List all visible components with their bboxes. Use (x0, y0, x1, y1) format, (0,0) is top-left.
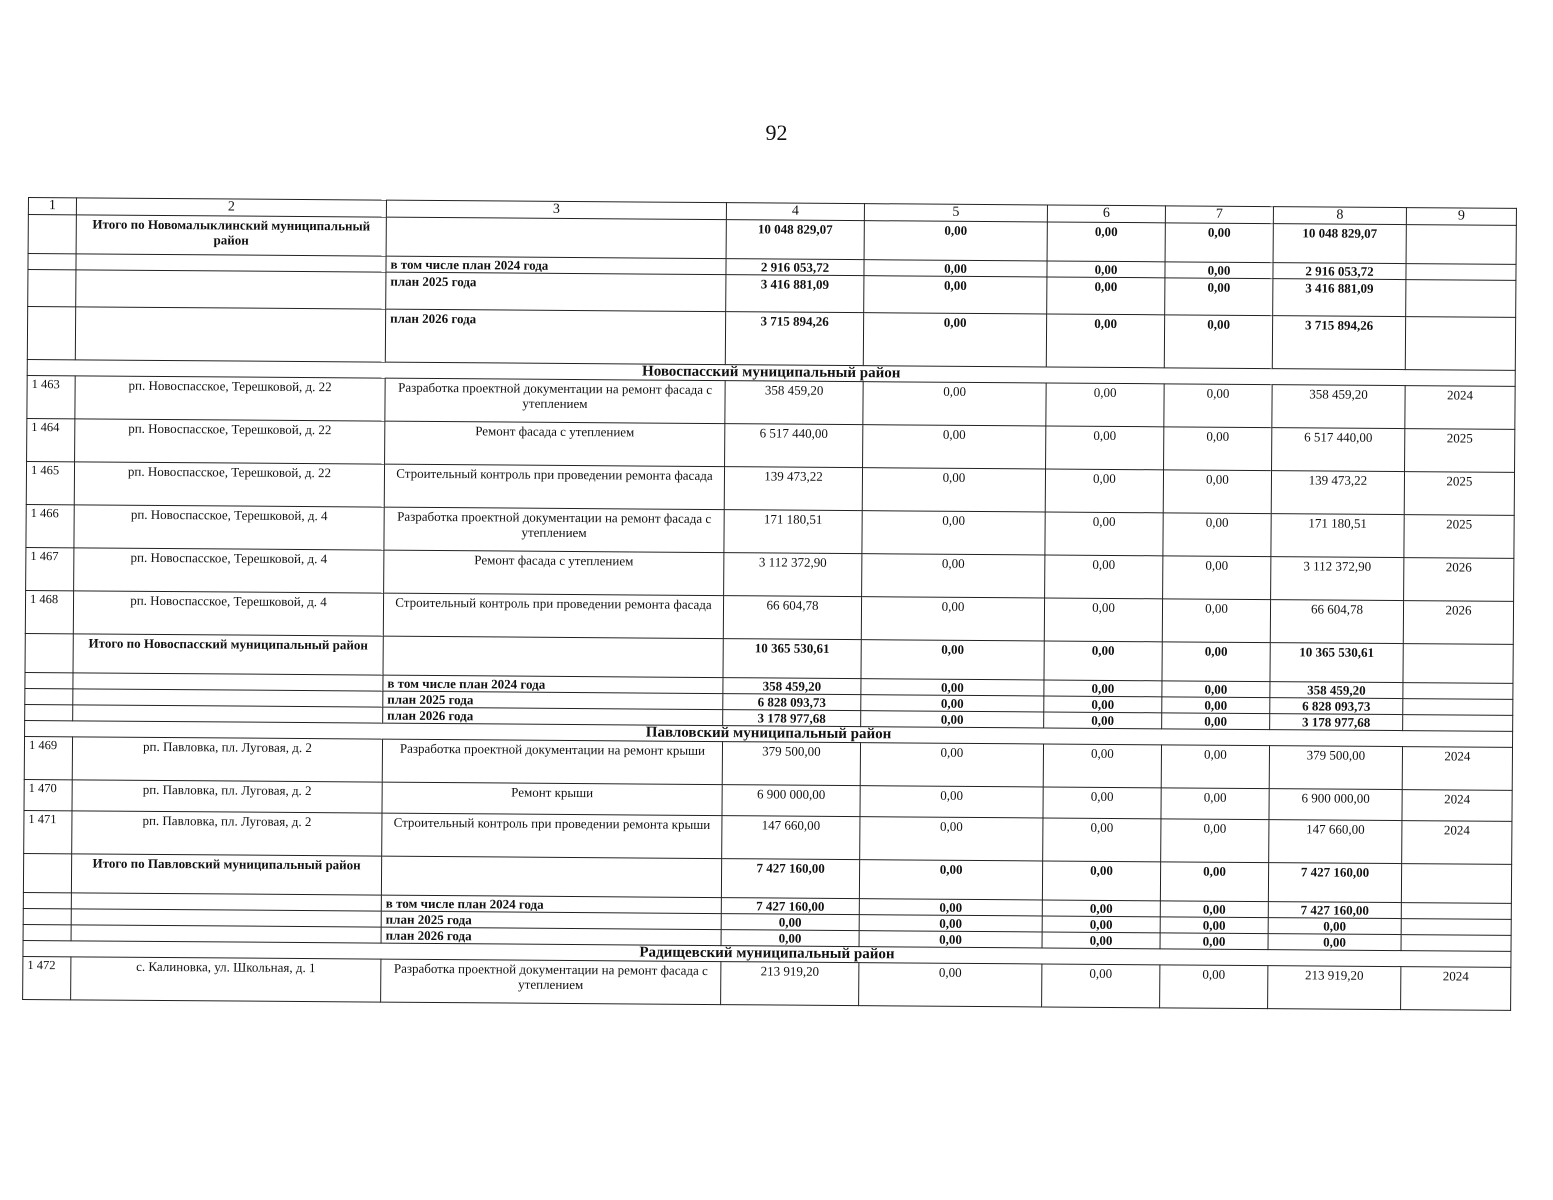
year-cell: 2026 (1404, 558, 1514, 602)
plan-amount: 358 459,20 (723, 678, 861, 695)
work-type-cell: Разработка проектной документации на ремонт фасада с утеплением (384, 507, 724, 552)
amount-cell: 66 604,78 (1270, 600, 1403, 644)
plan-label: план 2025 года (386, 272, 726, 311)
empty-cell (1401, 903, 1511, 920)
amount-cell: 379 500,00 (722, 742, 860, 786)
empty-cell (1403, 683, 1513, 700)
address-cell: рп. Новоспасское, Терешковой, д. 22 (74, 462, 384, 507)
column-number: 6 (1047, 205, 1165, 223)
amount-cell: 66 604,78 (723, 596, 861, 640)
amount-cell: 213 919,20 (721, 962, 859, 1006)
amount-cell: 358 459,20 (725, 381, 863, 425)
work-type-cell: Ремонт фасада с утеплением (385, 421, 725, 466)
amount-cell: 6 900 000,00 (722, 785, 860, 817)
plan-amount: 3 715 894,26 (1272, 316, 1405, 370)
plan-amount: 3 178 977,68 (1270, 714, 1403, 731)
year-cell: 2025 (1404, 472, 1514, 516)
amount-cell: 0,00 (1043, 818, 1161, 862)
amount-cell: 0,00 (1043, 744, 1161, 788)
empty-cell (1403, 715, 1513, 732)
plan-amount: 0,00 (1162, 681, 1270, 698)
plan-amount: 0,00 (1047, 277, 1165, 315)
amount-cell: 147 660,00 (1269, 820, 1402, 864)
table-body (23, 198, 1517, 1011)
plan-amount: 0,00 (1165, 262, 1273, 279)
empty-cell (75, 307, 385, 362)
plan-amount: 0,00 (861, 679, 1044, 696)
total-amount: 0,00 (1047, 222, 1165, 262)
plan-amount: 0,00 (1268, 918, 1401, 935)
column-number: 4 (726, 203, 864, 221)
row-number: 1 463 (27, 375, 75, 418)
row-number: 1 470 (24, 779, 72, 810)
plan-amount: 2 916 053,72 (726, 259, 864, 276)
empty-cell (23, 908, 71, 924)
empty-cell (25, 633, 73, 672)
total-amount: 10 365 530,61 (1270, 643, 1403, 683)
empty-cell (1405, 317, 1515, 371)
total-amount: 0,00 (864, 221, 1047, 261)
empty-cell (1401, 935, 1511, 952)
amount-cell: 0,00 (1164, 427, 1272, 471)
amount-cell: 0,00 (1042, 964, 1160, 1008)
plan-amount: 3 416 881,09 (726, 275, 864, 313)
plan-amount: 0,00 (1160, 917, 1268, 934)
amount-cell: 0,00 (860, 743, 1043, 787)
plan-label: в том числе план 2024 года (386, 256, 726, 274)
empty-cell (1401, 864, 1511, 904)
amount-cell: 0,00 (1163, 513, 1271, 557)
empty-cell (1401, 919, 1511, 936)
column-number: 7 (1165, 206, 1273, 224)
total-amount: 10 048 829,07 (726, 220, 864, 260)
total-label: Итого по Новоспасский муниципальный район (73, 634, 383, 675)
amount-cell: 147 660,00 (722, 816, 860, 860)
total-label: Итого по Новомалыклинский муниципальный район (76, 215, 386, 256)
amount-cell: 213 919,20 (1268, 966, 1401, 1010)
plan-label: план 2025 года (383, 691, 723, 709)
amount-cell: 0,00 (1046, 383, 1164, 427)
total-amount: 0,00 (1162, 642, 1270, 682)
plan-amount: 0,00 (1268, 934, 1401, 951)
column-number: 2 (76, 198, 386, 217)
empty-cell (383, 636, 723, 677)
amount-cell: 0,00 (861, 597, 1044, 641)
column-number: 5 (864, 204, 1047, 222)
amount-cell: 0,00 (1161, 745, 1269, 789)
column-number: 1 (28, 198, 76, 215)
address-cell: рп. Новоспасское, Терешковой, д. 22 (75, 376, 385, 421)
work-type-cell: Разработка проектной документации на ремонт крыши (382, 739, 722, 784)
amount-cell: 0,00 (1161, 819, 1269, 863)
amount-cell: 0,00 (863, 382, 1046, 426)
address-cell: рп. Новоспасское, Терешковой, д. 4 (73, 591, 383, 636)
total-amount: 0,00 (1044, 641, 1162, 681)
empty-cell (386, 217, 726, 258)
amount-cell: 3 112 372,90 (724, 553, 862, 597)
total-amount: 10 365 530,61 (723, 639, 861, 679)
plan-amount: 0,00 (864, 276, 1047, 314)
repair-plan-table (22, 197, 1517, 1011)
total-amount: 0,00 (1160, 862, 1268, 902)
plan-amount: 3 178 977,68 (723, 710, 861, 727)
plan-amount: 0,00 (1042, 900, 1160, 917)
year-cell: 2025 (1404, 515, 1514, 559)
plan-amount: 0,00 (721, 914, 859, 931)
address-cell: рп. Новоспасское, Терешковой, д. 4 (74, 505, 384, 550)
district-title: Павловский муниципальный район (25, 720, 1513, 747)
amount-cell: 139 473,22 (1271, 471, 1404, 515)
total-label: Итого по Павловский муниципальный район (71, 854, 381, 895)
work-type-cell: Строительный контроль при проведении ремонта крыши (382, 813, 722, 858)
plan-amount: 7 427 160,00 (1268, 902, 1401, 919)
empty-cell (1406, 225, 1516, 265)
work-type-cell: Строительный контроль при проведении ремонта фасада (384, 464, 724, 509)
total-amount: 0,00 (1165, 223, 1273, 263)
district-title: Новоспасский муниципальный район (27, 359, 1515, 386)
address-cell: рп. Павловка, пл. Луговая, д. 2 (72, 737, 382, 782)
plan-amount: 0,00 (721, 930, 859, 947)
total-amount: 7 427 160,00 (1268, 863, 1401, 903)
work-type-cell: Строительный контроль при проведении ремонта фасада (383, 593, 723, 638)
empty-cell (28, 215, 76, 254)
work-type-cell: Ремонт фасада с утеплением (384, 550, 724, 595)
plan-amount: 0,00 (1164, 315, 1272, 369)
plan-amount: 0,00 (1042, 916, 1160, 933)
plan-amount: 0,00 (1044, 712, 1162, 729)
row-number: 1 465 (26, 461, 74, 504)
total-amount: 0,00 (859, 860, 1042, 900)
empty-cell (1403, 699, 1513, 716)
address-cell: рп. Павловка, пл. Луговая, д. 2 (72, 780, 382, 813)
row-number: 1 468 (25, 590, 73, 633)
amount-cell: 379 500,00 (1269, 746, 1402, 790)
amount-cell: 0,00 (1160, 965, 1268, 1009)
amount-cell: 0,00 (1163, 470, 1271, 514)
year-cell: 2024 (1402, 747, 1512, 791)
column-number: 3 (386, 200, 726, 219)
amount-cell: 0,00 (862, 468, 1045, 512)
amount-cell: 0,00 (1045, 512, 1163, 556)
year-cell: 2026 (1403, 601, 1513, 645)
total-amount: 7 427 160,00 (721, 859, 859, 899)
amount-cell: 0,00 (1045, 469, 1163, 513)
plan-amount: 0,00 (859, 899, 1042, 916)
row-number: 1 466 (26, 504, 74, 547)
plan-amount: 0,00 (861, 695, 1044, 712)
plan-amount: 0,00 (1165, 278, 1273, 316)
amount-cell: 0,00 (863, 425, 1046, 469)
address-cell: рп. Новоспасское, Терешковой, д. 22 (75, 419, 385, 464)
amount-cell: 0,00 (1163, 556, 1271, 600)
amount-cell: 0,00 (1043, 787, 1161, 819)
plan-amount: 3 416 881,09 (1273, 279, 1406, 317)
empty-cell (1406, 280, 1516, 318)
address-cell: рп. Новоспасское, Терешковой, д. 4 (74, 548, 384, 593)
year-cell: 2024 (1401, 967, 1511, 1011)
amount-cell: 139 473,22 (724, 467, 862, 511)
plan-amount: 0,00 (1160, 901, 1268, 918)
page-number: 92 (765, 120, 788, 145)
amount-cell: 3 112 372,90 (1271, 557, 1404, 601)
district-title: Радищевский муниципальный район (23, 940, 1511, 967)
plan-amount: 0,00 (1162, 713, 1270, 730)
plan-amount: 0,00 (1044, 680, 1162, 697)
year-cell: 2024 (1402, 821, 1512, 865)
amount-cell: 171 180,51 (1271, 514, 1404, 558)
amount-cell: 0,00 (1044, 598, 1162, 642)
empty-cell (25, 672, 73, 688)
plan-label: план 2026 года (381, 927, 721, 945)
empty-cell (23, 892, 71, 908)
plan-amount: 0,00 (1162, 697, 1270, 714)
plan-amount: 0,00 (859, 931, 1042, 948)
plan-amount: 0,00 (1160, 933, 1268, 950)
year-cell: 2025 (1405, 429, 1515, 473)
plan-amount: 0,00 (1042, 932, 1160, 949)
empty-cell (28, 254, 76, 270)
year-cell: 2024 (1402, 790, 1512, 822)
amount-cell: 0,00 (859, 963, 1042, 1007)
plan-amount: 0,00 (863, 313, 1046, 367)
total-amount: 0,00 (1042, 861, 1160, 901)
plan-amount: 6 828 093,73 (723, 694, 861, 711)
empty-cell (27, 307, 75, 360)
row-number: 1 469 (24, 736, 72, 779)
amount-cell: 0,00 (1162, 599, 1270, 643)
amount-cell: 358 459,20 (1272, 385, 1405, 429)
amount-cell: 0,00 (1045, 555, 1163, 599)
address-cell: с. Калиновка, ул. Школьная, д. 1 (71, 957, 381, 1002)
amount-cell: 0,00 (862, 511, 1045, 555)
amount-cell: 6 900 000,00 (1269, 789, 1402, 821)
empty-cell (1403, 644, 1513, 684)
empty-cell (1406, 264, 1516, 281)
plan-amount: 0,00 (861, 711, 1044, 728)
row-number: 1 472 (23, 956, 71, 999)
column-number: 9 (1406, 208, 1516, 226)
work-type-cell: Ремонт крыши (382, 782, 722, 815)
column-number: 8 (1273, 207, 1406, 225)
empty-cell (28, 270, 76, 307)
total-amount: 0,00 (861, 640, 1044, 680)
plan-amount: 2 916 053,72 (1273, 263, 1406, 280)
plan-amount: 0,00 (864, 260, 1047, 277)
plan-amount: 7 427 160,00 (721, 898, 859, 915)
amount-cell: 0,00 (1164, 384, 1272, 428)
year-cell: 2024 (1405, 386, 1515, 430)
plan-amount: 0,00 (1044, 696, 1162, 713)
document-sheet (22, 197, 1516, 1011)
plan-label: план 2026 года (385, 309, 725, 364)
row-number: 1 467 (26, 547, 74, 590)
plan-amount: 3 715 894,26 (725, 312, 863, 366)
amount-cell: 6 517 440,00 (725, 424, 863, 468)
empty-cell (25, 704, 73, 720)
empty-cell (381, 856, 721, 897)
row-number: 1 471 (24, 810, 72, 853)
empty-cell (23, 853, 71, 892)
amount-cell: 0,00 (860, 786, 1043, 818)
plan-amount: 6 828 093,73 (1270, 698, 1403, 715)
plan-label: в том числе план 2024 года (383, 675, 723, 693)
total-amount: 10 048 829,07 (1273, 224, 1406, 264)
work-type-cell: Разработка проектной документации на ремонт фасада с утеплением (381, 959, 721, 1004)
plan-label: план 2026 года (383, 707, 723, 725)
empty-cell (23, 924, 71, 940)
empty-cell (25, 688, 73, 704)
amount-cell: 6 517 440,00 (1272, 428, 1405, 472)
row-number: 1 464 (27, 418, 75, 461)
amount-cell: 171 180,51 (724, 510, 862, 554)
plan-label: план 2025 года (381, 911, 721, 929)
plan-amount: 0,00 (1047, 261, 1165, 278)
amount-cell: 0,00 (1046, 426, 1164, 470)
work-type-cell: Разработка проектной документации на ремонт фасада с утеплением (385, 378, 725, 423)
amount-cell: 0,00 (862, 554, 1045, 598)
empty-cell (76, 270, 386, 309)
plan-amount: 0,00 (1046, 314, 1164, 368)
amount-cell: 0,00 (860, 817, 1043, 861)
plan-amount: 0,00 (859, 915, 1042, 932)
plan-label: в том числе план 2024 года (381, 895, 721, 913)
amount-cell: 0,00 (1161, 788, 1269, 820)
address-cell: рп. Павловка, пл. Луговая, д. 2 (72, 811, 382, 856)
plan-amount: 358 459,20 (1270, 682, 1403, 699)
